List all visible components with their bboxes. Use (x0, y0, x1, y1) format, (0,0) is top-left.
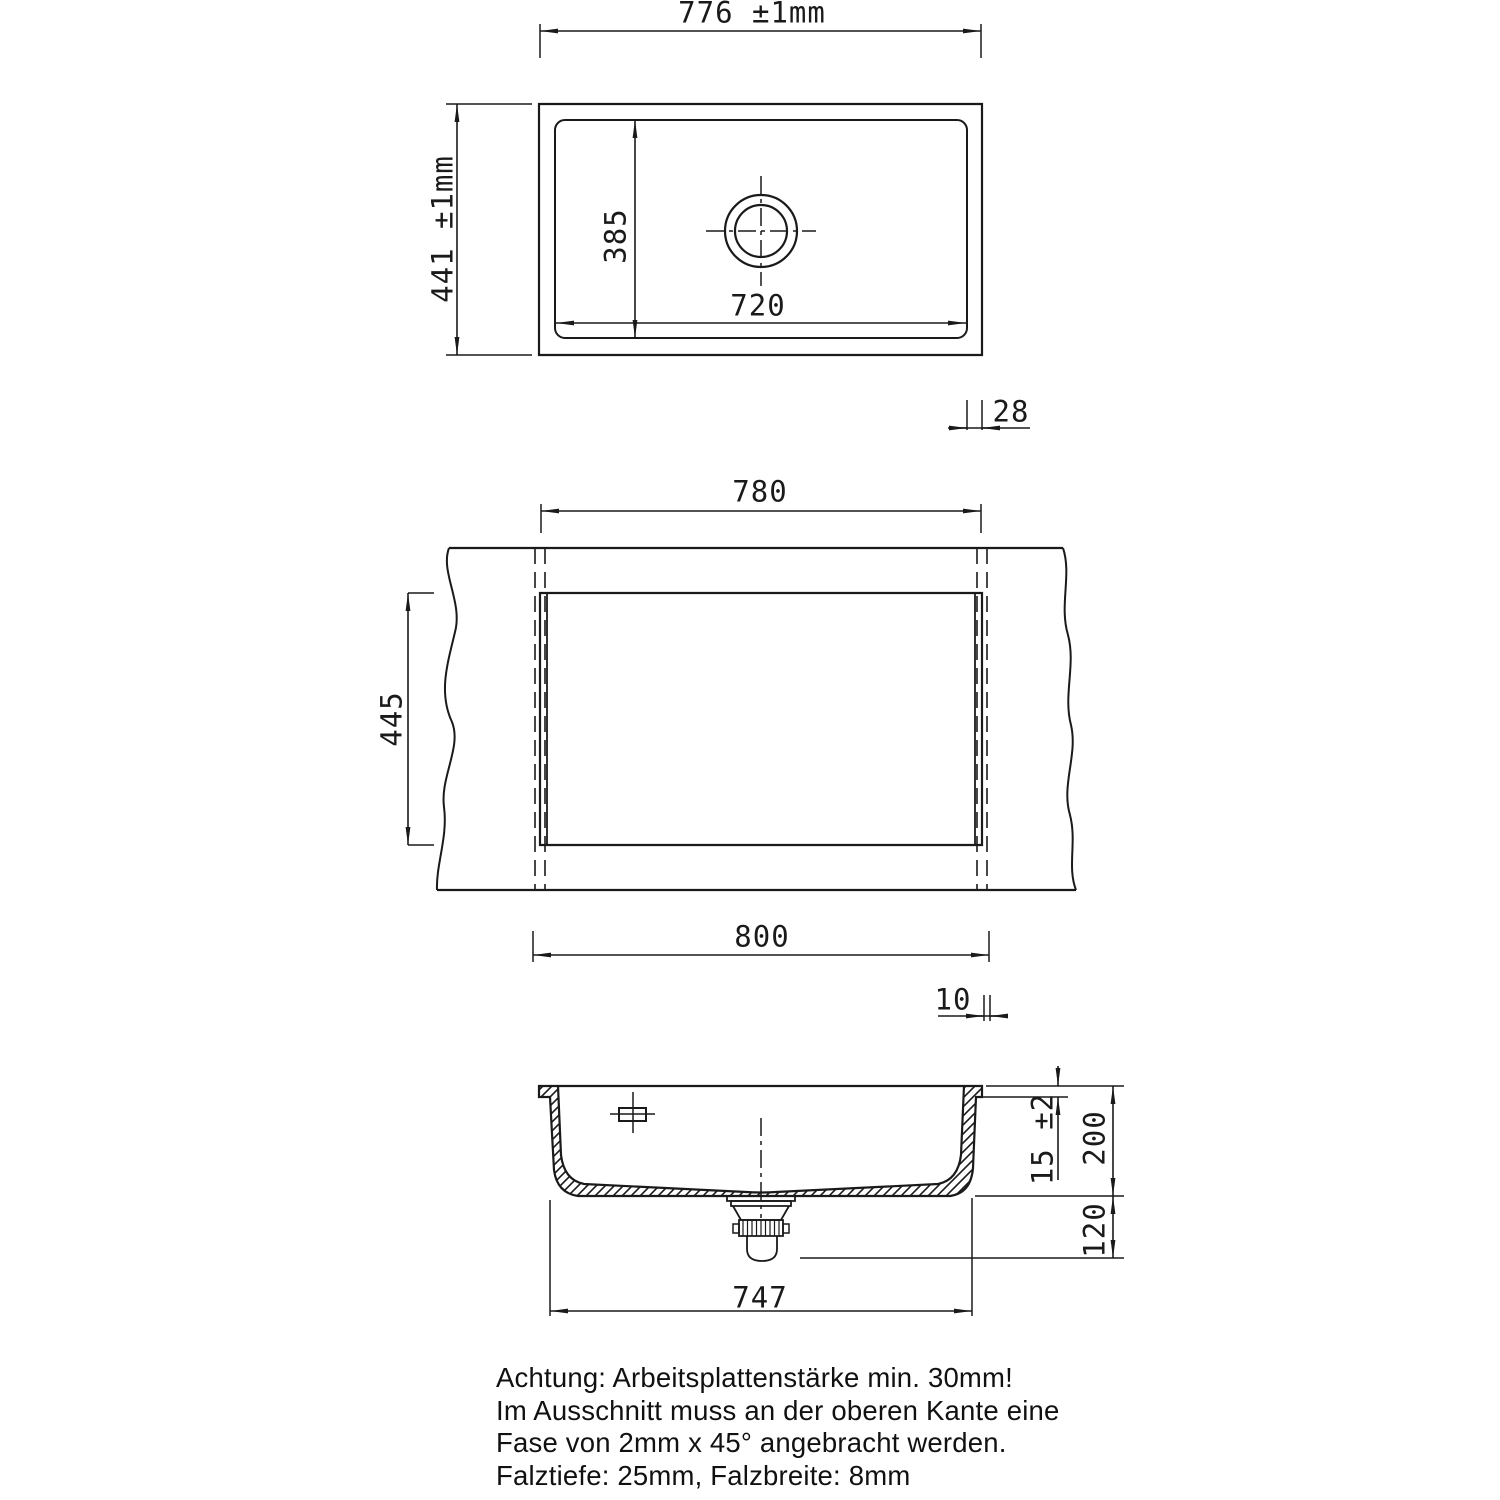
note-line-3: Fase von 2mm x 45° angebracht werden. (496, 1427, 1007, 1458)
dim-label-outer-width: 776 ±1mm (678, 0, 826, 30)
dim-label-rim-width: 28 (992, 394, 1030, 429)
drain-tailpiece (747, 1236, 777, 1261)
dim-label-outer-height: 441 ±1mm (425, 155, 460, 303)
dim-label-inner-width: 385 (598, 208, 633, 264)
dim-label-bowl-depth: 200 (1077, 1110, 1112, 1166)
drain-flange-lower (731, 1201, 791, 1206)
sink-in-cutout-outline (540, 593, 982, 845)
installation-notes (496, 1362, 1060, 1492)
note-line-4: Falztiefe: 25mm, Falzbreite: 8mm (496, 1459, 911, 1491)
note-line-1: Achtung: Arbeitsplattenstärke min. 30mm! (496, 1362, 1013, 1393)
drain-tab-right (783, 1224, 789, 1233)
dim-label-edge-offset: 10 (934, 982, 972, 1017)
dim-label-rim-height: 15 ±2 (1025, 1092, 1060, 1186)
dim-label-cutout-height: 445 (374, 691, 409, 747)
dim-label-inner-length: 720 (730, 288, 786, 323)
dim-label-cutout-width: 800 (734, 919, 790, 954)
break-line-right (1063, 548, 1076, 890)
break-line-left (437, 548, 457, 890)
top-view (446, 24, 1030, 430)
note-line-2: Im Ausschnitt muss an der oberen Kante eine (496, 1394, 1060, 1426)
dim-label-bottom-width: 747 (732, 1280, 788, 1315)
drain-locknut-ribs (743, 1220, 779, 1236)
dim-label-recess-width: 780 (732, 474, 788, 509)
dim-label-under-height: 120 (1077, 1202, 1112, 1258)
